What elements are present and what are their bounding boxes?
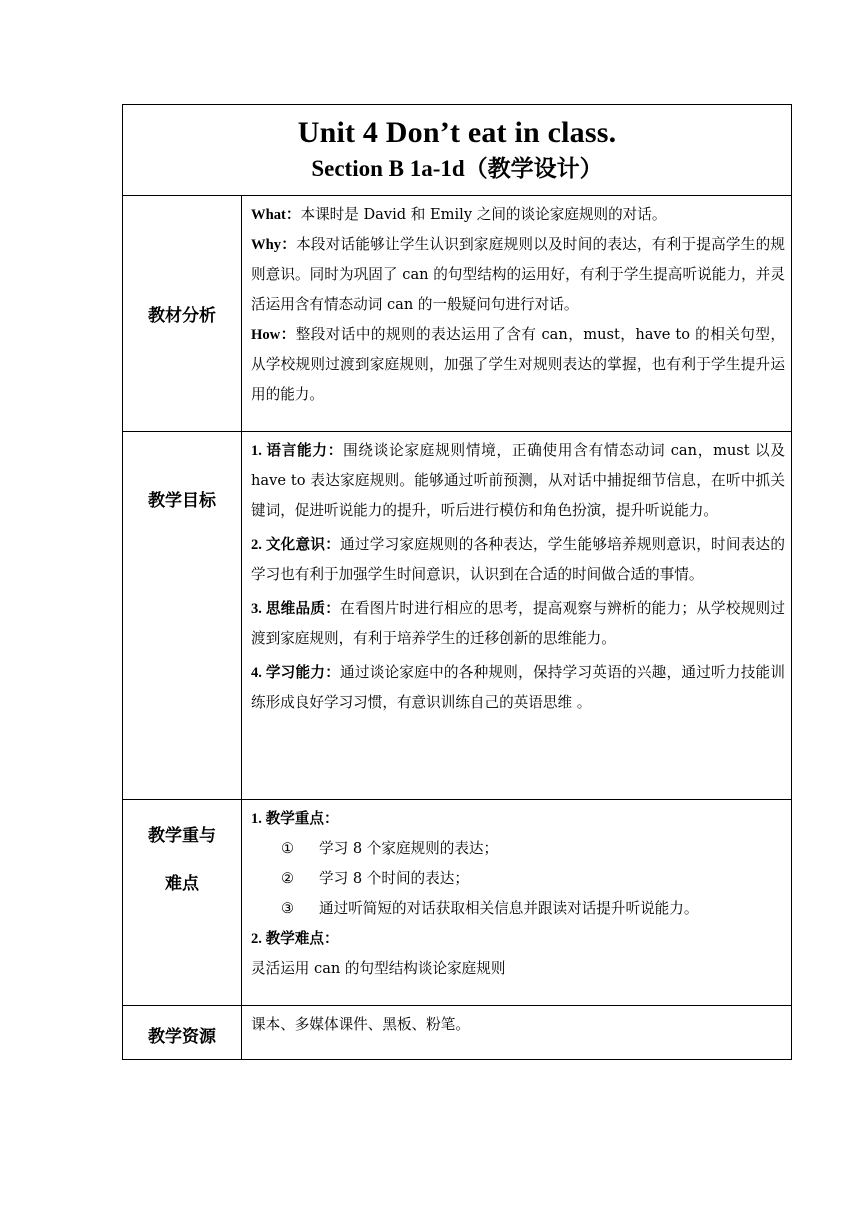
goal-language-label: 1. 语言能力：	[251, 443, 344, 459]
resources-content	[242, 1006, 792, 1060]
focus-item-text: 学习 8 个家庭规则的表达；	[319, 840, 499, 857]
goal-culture-label: 2. 文化意识：	[251, 537, 341, 553]
difficulty-heading	[251, 924, 785, 954]
what-label: What：	[251, 207, 301, 223]
why-label: Why：	[251, 237, 297, 253]
resources-text: 课本、多媒体课件、黑板、粉笔。	[251, 1016, 470, 1033]
difficulty-heading-text: 2. 教学难点：	[251, 931, 339, 947]
title-cell	[123, 105, 792, 196]
goal-language	[251, 436, 785, 526]
document-subtitle: Section B 1a-1d（教学设计）	[311, 156, 603, 181]
analysis-label: 教材分析	[148, 306, 216, 326]
keypoints-label-line2: 难点	[165, 874, 199, 894]
goal-thinking-label: 3. 思维品质：	[251, 601, 341, 617]
lesson-plan-table	[122, 104, 792, 1060]
goals-label: 教学目标	[148, 491, 216, 511]
difficulty-text: 灵活运用 can 的句型结构谈论家庭规则	[251, 960, 506, 977]
what-text: 本课时是 David 和 Emily 之间的谈论家庭规则的对话。	[300, 206, 667, 223]
focus-item-marker: ①	[281, 840, 295, 857]
focus-item	[251, 894, 785, 924]
goal-learning	[251, 658, 785, 718]
analysis-label-cell	[123, 196, 242, 432]
focus-item	[251, 834, 785, 864]
how-paragraph	[251, 320, 785, 410]
goal-culture	[251, 530, 785, 590]
how-text: 整段对话中的规则的表达运用了含有 can，must，have to 的相关句型，从学校规则过渡到家庭规则，加强了学生对规则表达的掌握，也有利于学生提升运用的能力。	[251, 326, 785, 403]
analysis-content	[242, 196, 792, 432]
goal-thinking-text: 在看图片时进行相应的思考，提高观察与辨析的能力；从学校规则过渡到家庭规则，有利于培养学生的迁移创新的思维能力。	[251, 600, 785, 647]
focus-heading	[251, 804, 785, 834]
why-text: 本段对话能够让学生认识到家庭规则以及时间的表达，有利于提高学生的规则意识。同时为巩固了 can 的句型结构的运用好，有利于学生提高听说能力，并灵活运用含有情态动词 can 的一般疑问句进行对话。	[251, 236, 785, 313]
focus-heading-text: 1. 教学重点：	[251, 811, 339, 827]
goals-content	[242, 432, 792, 800]
what-paragraph	[251, 200, 785, 230]
keypoints-label-line1: 教学重与	[148, 826, 216, 846]
focus-item-marker: ③	[281, 900, 295, 917]
goal-culture-text: 通过学习家庭规则的各种表达，学生能够培养规则意识，时间表达的学习也有利于加强学生时间意识，认识到在合适的时间做合适的事情。	[251, 536, 785, 583]
how-label: How：	[251, 327, 296, 343]
resources-label: 教学资源	[148, 1027, 216, 1047]
goal-learning-label: 4. 学习能力：	[251, 665, 341, 681]
resources-label-cell	[123, 1006, 242, 1060]
focus-item-text: 学习 8 个时间的表达；	[319, 870, 469, 887]
why-paragraph	[251, 230, 785, 320]
focus-item-text: 通过听简短的对话获取相关信息并跟读对话提升听说能力。	[319, 900, 699, 917]
keypoints-content	[242, 800, 792, 1006]
goal-language-text: 围绕谈论家庭规则情境，正确使用含有情态动词 can，must 以及 have to 表达家庭规则。能够通过听前预测，从对话中捕捉细节信息，在听中抓关键词，促进听说能力的提升，听后进行模仿和角色扮演，提升听说能力。	[251, 442, 785, 519]
focus-item	[251, 864, 785, 894]
goal-learning-text: 通过谈论家庭中的各种规则，保持学习英语的兴趣，通过听力技能训练形成良好学习习惯，有意识训练自己的英语思维 。	[251, 664, 785, 711]
goal-thinking	[251, 594, 785, 654]
keypoints-label-cell	[123, 800, 242, 1006]
document-title: Unit 4 Don’t eat in class.	[297, 116, 617, 149]
focus-item-marker: ②	[281, 870, 295, 887]
goals-label-cell	[123, 432, 242, 800]
